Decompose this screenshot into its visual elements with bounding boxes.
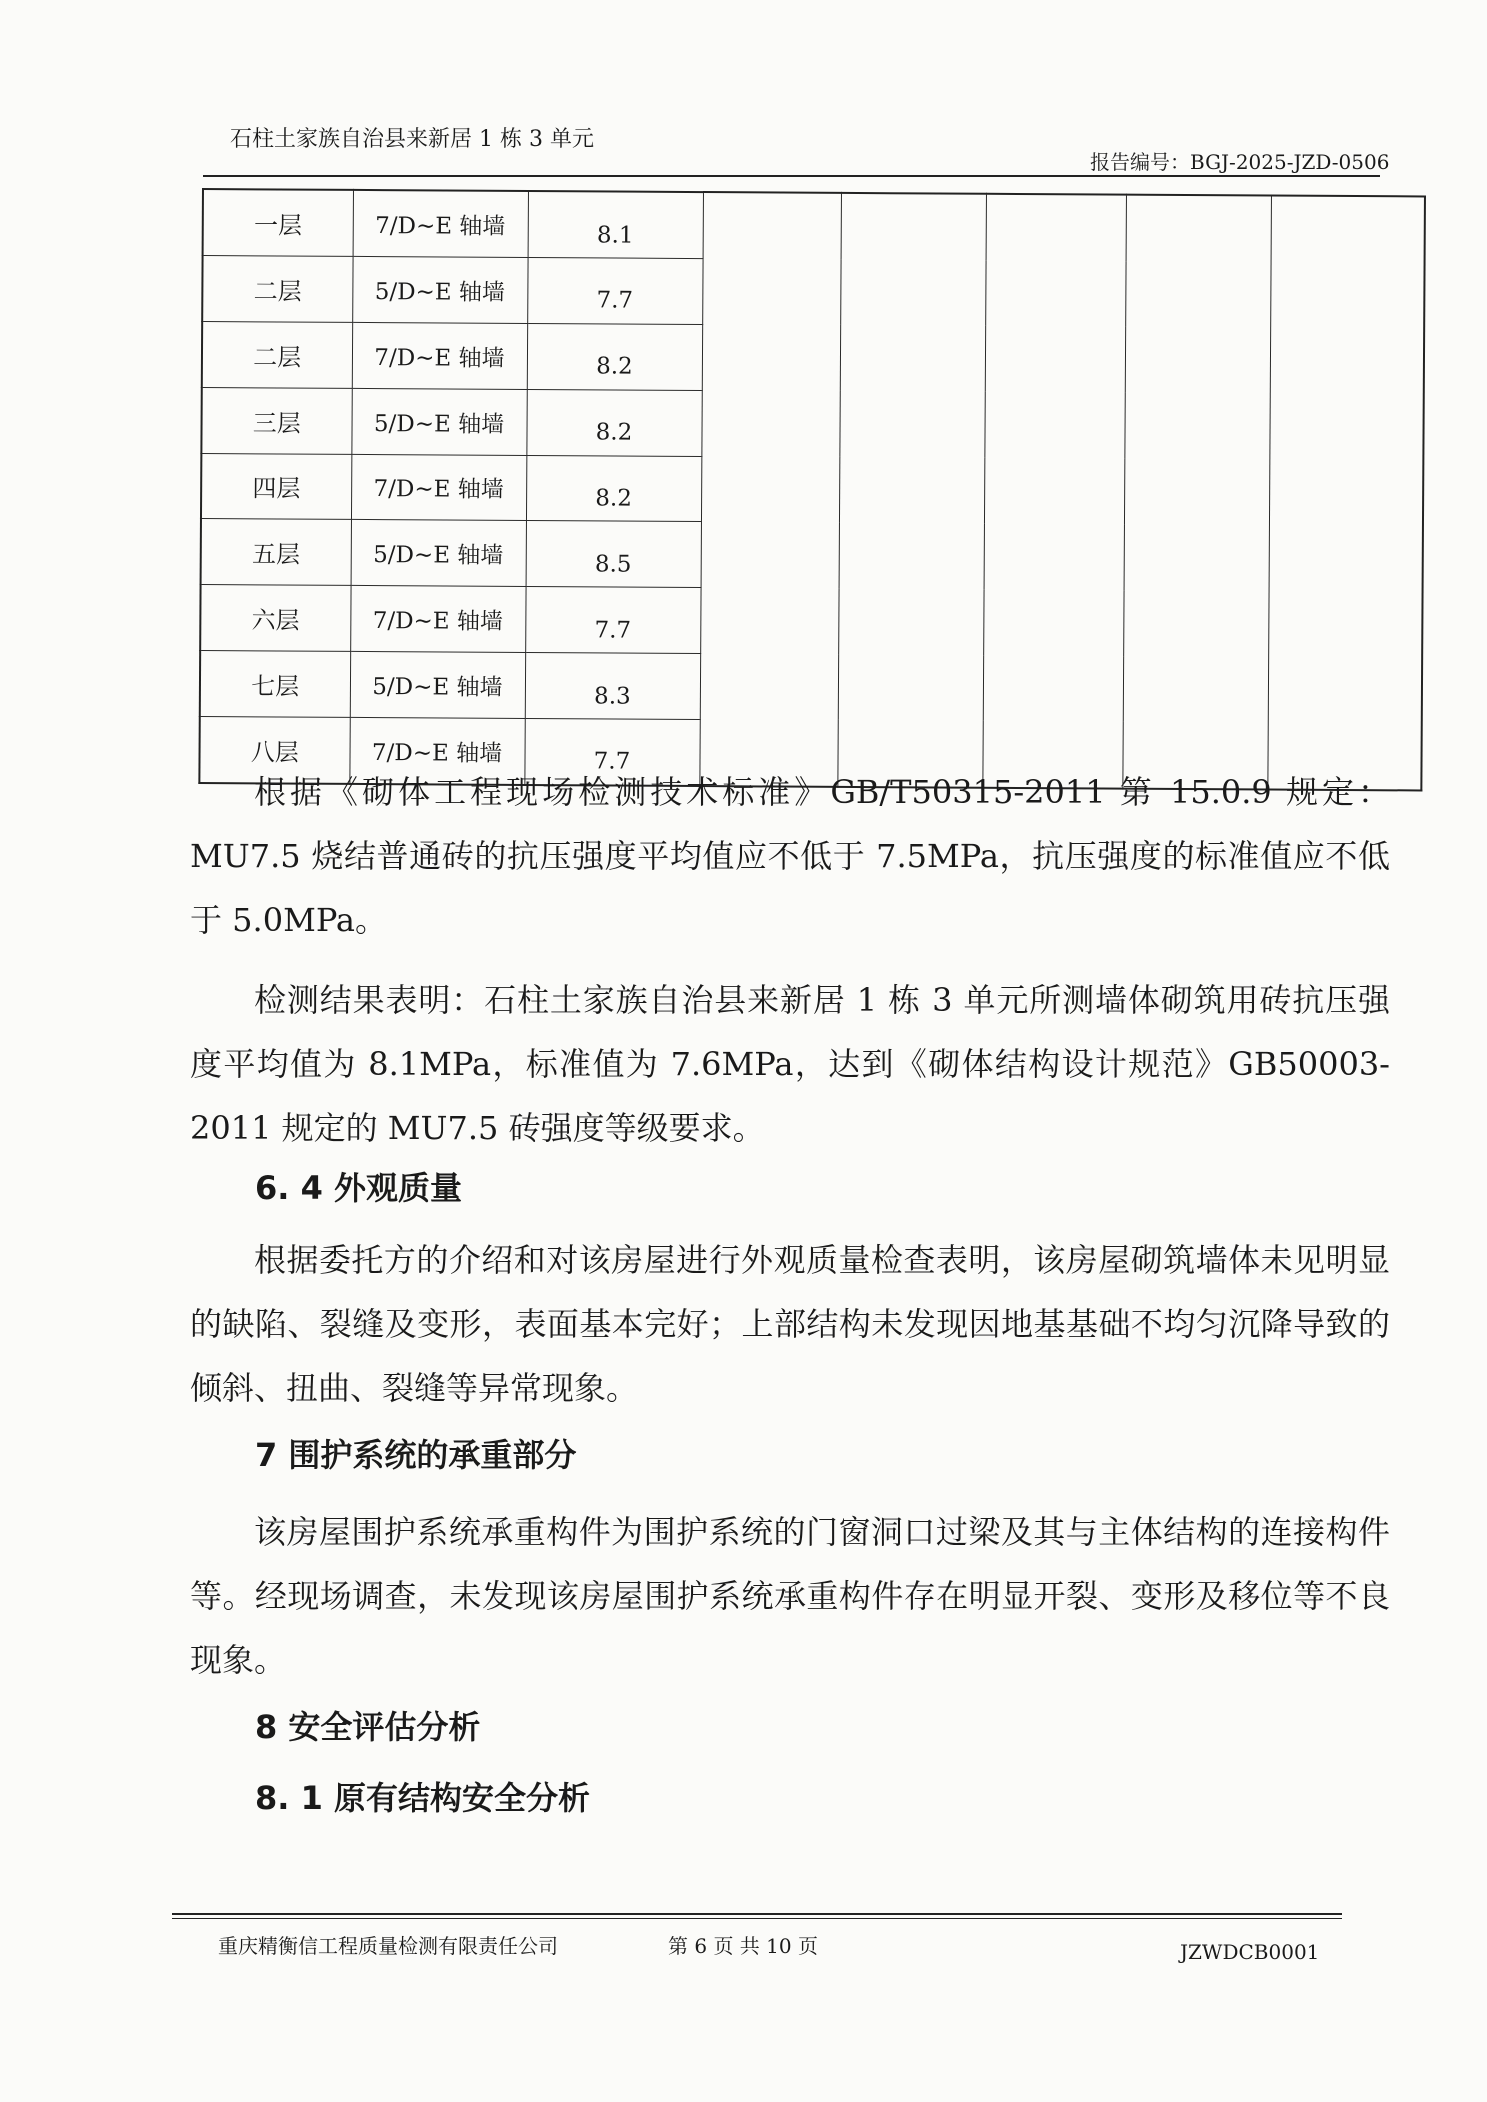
strength-value-cell: 8.5 <box>526 521 701 588</box>
heading-enclosure-system: 7 围护系统的承重部分 <box>255 1436 577 1474</box>
wall-axis-cell: 5/D~E 轴墙 <box>352 256 527 323</box>
strength-value-cell: 8.1 <box>528 191 703 259</box>
wall-axis-cell: 7/D~E 轴墙 <box>349 717 524 785</box>
heading-original-structure: 8. 1 原有结构安全分析 <box>255 1779 590 1817</box>
floor-cell: 二层 <box>202 321 352 388</box>
strength-value-cell: 7.7 <box>525 587 700 654</box>
header-project-title: 石柱土家族自治县来新居 1 栋 3 单元 <box>230 127 594 152</box>
floor-cell: 二层 <box>202 256 352 323</box>
floor-cell: 四层 <box>201 453 351 520</box>
paragraph-appearance: 根据委托方的介绍和对该房屋进行外观质量检查表明，该房屋砌筑墙体未见明显的缺陷、裂缝及变形，表面基本完好；上部结构未发现因地基基础不均匀沉降导致的倾斜、扭曲、裂缝等异常现象。 <box>190 1241 1390 1407</box>
table-row <box>203 189 1425 263</box>
empty-cell <box>699 192 841 787</box>
wall-axis-cell: 5/D~E 轴墙 <box>351 520 526 587</box>
empty-cell <box>982 194 1126 789</box>
empty-cell <box>837 193 986 788</box>
strength-value-cell: 7.7 <box>527 258 702 325</box>
wall-axis-cell: 7/D~E 轴墙 <box>351 454 526 521</box>
footer-divider <box>172 1913 1342 1915</box>
strength-value-cell: 8.2 <box>526 455 701 522</box>
floor-cell: 五层 <box>201 519 351 586</box>
footer-company: 重庆精衡信工程质量检测有限责任公司 <box>218 1934 558 1958</box>
paragraph-standard: 根据《砌体工程现场检测技术标准》GB/T50315-2011 第 15.0.9 规定：MU7.5 烧结普通砖的抗压强度平均值应不低于 7.5MPa，抗压强度的标准值应不低于 5.0MPa。 <box>190 773 1390 939</box>
footer-page-number: 第 6 页 共 10 页 <box>668 1934 818 1958</box>
heading-appearance-quality: 6. 4 外观质量 <box>255 1169 462 1207</box>
floor-cell: 一层 <box>203 189 353 256</box>
floor-cell: 七层 <box>200 651 350 718</box>
paragraph-test-result: 检测结果表明：石柱土家族自治县来新居 1 栋 3 单元所测墙体砌筑用砖抗压强度平均值为 8.1MPa，标准值为 7.6MPa，达到《砌体结构设计规范》GB50003-2011 规定的 MU7.5 砖强度等级要求。 <box>190 981 1390 1147</box>
strength-value-cell: 7.7 <box>524 718 699 786</box>
floor-cell: 六层 <box>200 585 350 652</box>
floor-cell: 三层 <box>201 387 351 454</box>
footer-form-code: JZWDCB0001 <box>1180 1940 1320 1964</box>
heading-safety-assessment: 8 安全评估分析 <box>255 1708 481 1746</box>
empty-cell <box>1122 195 1271 790</box>
strength-value-cell: 8.2 <box>526 389 701 456</box>
strength-value-cell: 8.2 <box>527 323 702 390</box>
footer-divider-thin <box>172 1918 1342 1919</box>
paragraph-enclosure: 该房屋围护系统承重构件为围护系统的门窗洞口过梁及其与主体结构的连接构件等。经现场调查，未发现该房屋围护系统承重构件存在明显开裂、变形及移位等不良现象。 <box>190 1513 1390 1679</box>
header-divider <box>203 175 1380 177</box>
strength-value-cell: 8.3 <box>525 653 700 720</box>
wall-axis-cell: 7/D~E 轴墙 <box>353 190 528 258</box>
wall-axis-cell: 5/D~E 轴墙 <box>351 388 526 455</box>
floor-cell: 八层 <box>199 716 349 783</box>
empty-cell <box>1267 196 1425 791</box>
wall-axis-cell: 7/D~E 轴墙 <box>350 586 525 653</box>
wall-axis-cell: 7/D~E 轴墙 <box>352 322 527 389</box>
wall-axis-cell: 5/D~E 轴墙 <box>350 652 525 719</box>
strength-table <box>198 188 1424 791</box>
header-report-number: 报告编号：BGJ-2025-JZD-0506 <box>1090 150 1390 174</box>
